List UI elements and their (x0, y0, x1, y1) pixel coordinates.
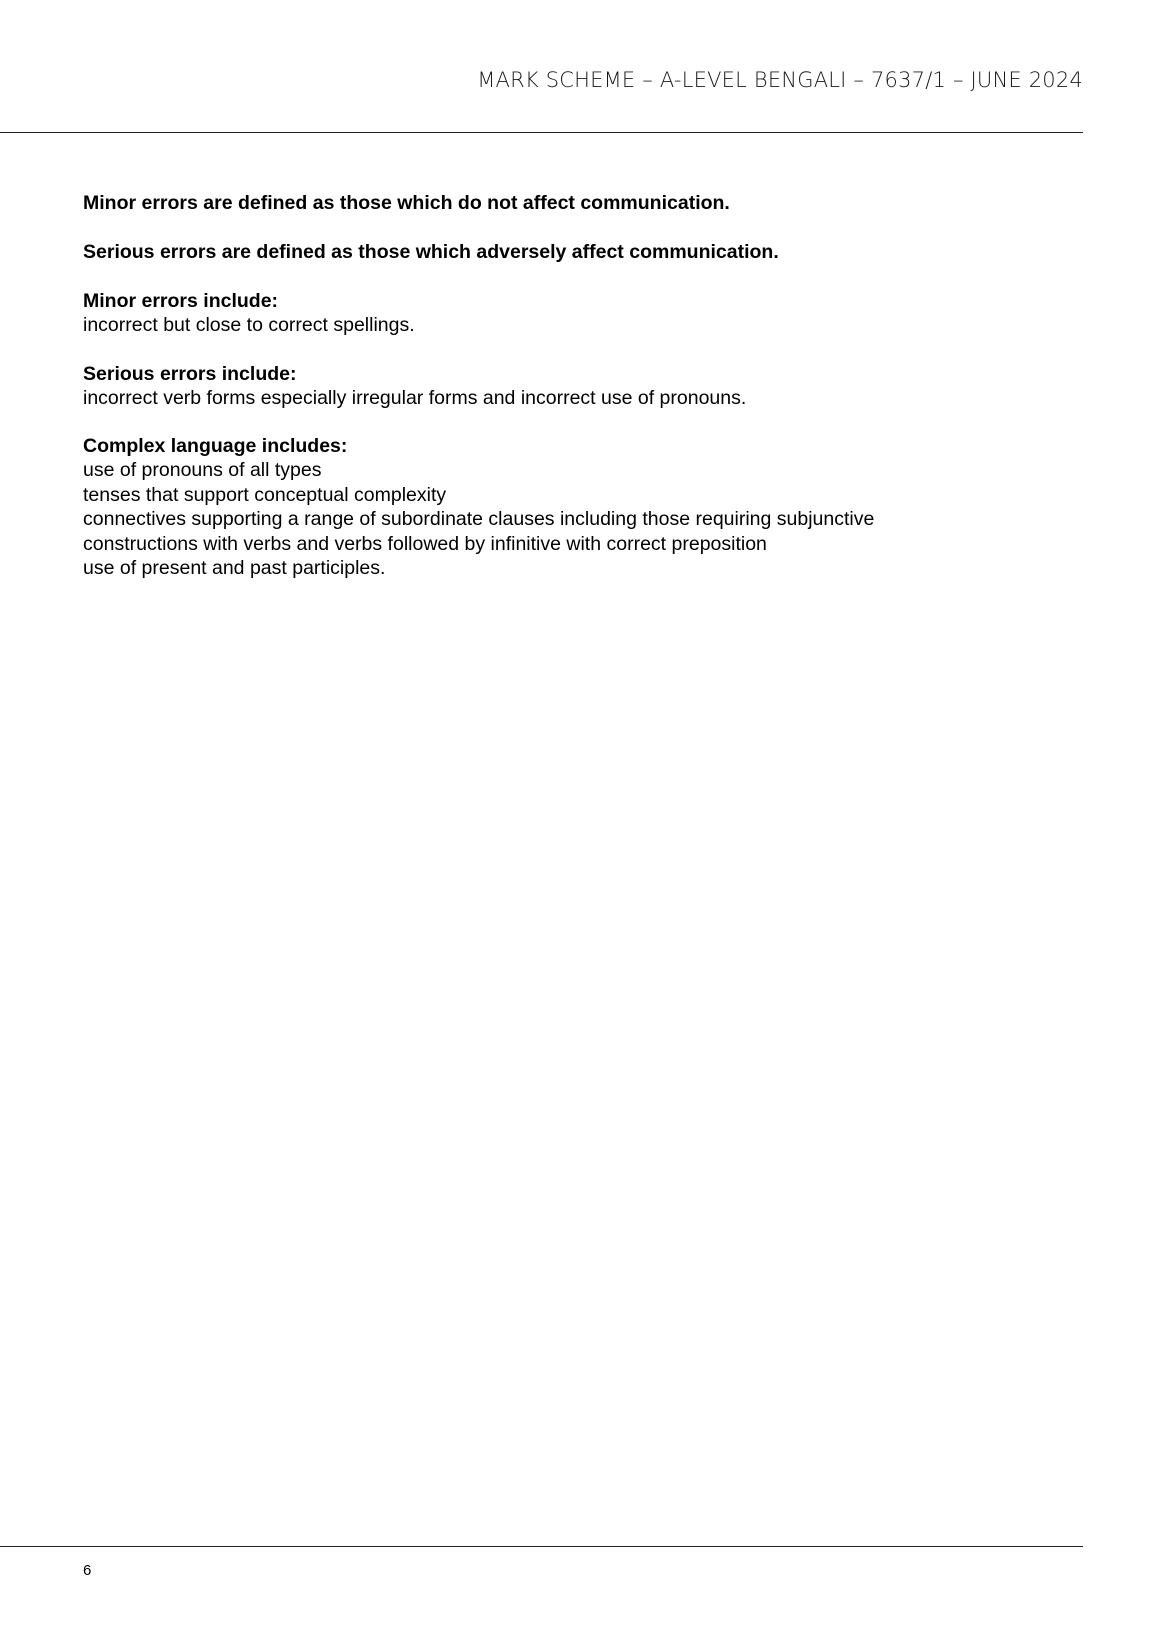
main-content (83, 191, 1083, 581)
minor-errors-line: incorrect but close to correct spellings. (83, 314, 415, 336)
serious-errors-definition: Serious errors are defined as those which adversely affect communication. (83, 241, 779, 263)
complex-language-line: connectives supporting a range of subordinate clauses including those requiring subjunctive (83, 508, 875, 530)
page-number: 6 (83, 1562, 92, 1579)
complex-language-line: use of present and past participles. (83, 557, 386, 579)
complex-language-line: tenses that support conceptual complexity (83, 483, 447, 506)
header-divider (0, 132, 1083, 133)
complex-language-heading: Complex language includes: (83, 435, 348, 457)
complex-language-line: use of pronouns of all types (83, 459, 322, 481)
footer-divider (0, 1546, 1083, 1547)
minor-errors-heading: Minor errors include: (83, 290, 279, 312)
serious-errors-heading: Serious errors include: (83, 362, 297, 385)
complex-language-line: constructions with verbs and verbs followed by infinitive with correct preposition (83, 532, 767, 555)
serious-errors-line: incorrect verb forms especially irregular forms and incorrect use of pronouns. (83, 386, 747, 409)
minor-errors-definition: Minor errors are defined as those which do not affect communication. (83, 192, 730, 214)
page-header-title: MARK SCHEME – A-LEVEL BENGALI – 7637/1 – JUNE 2024 (477, 68, 1083, 92)
